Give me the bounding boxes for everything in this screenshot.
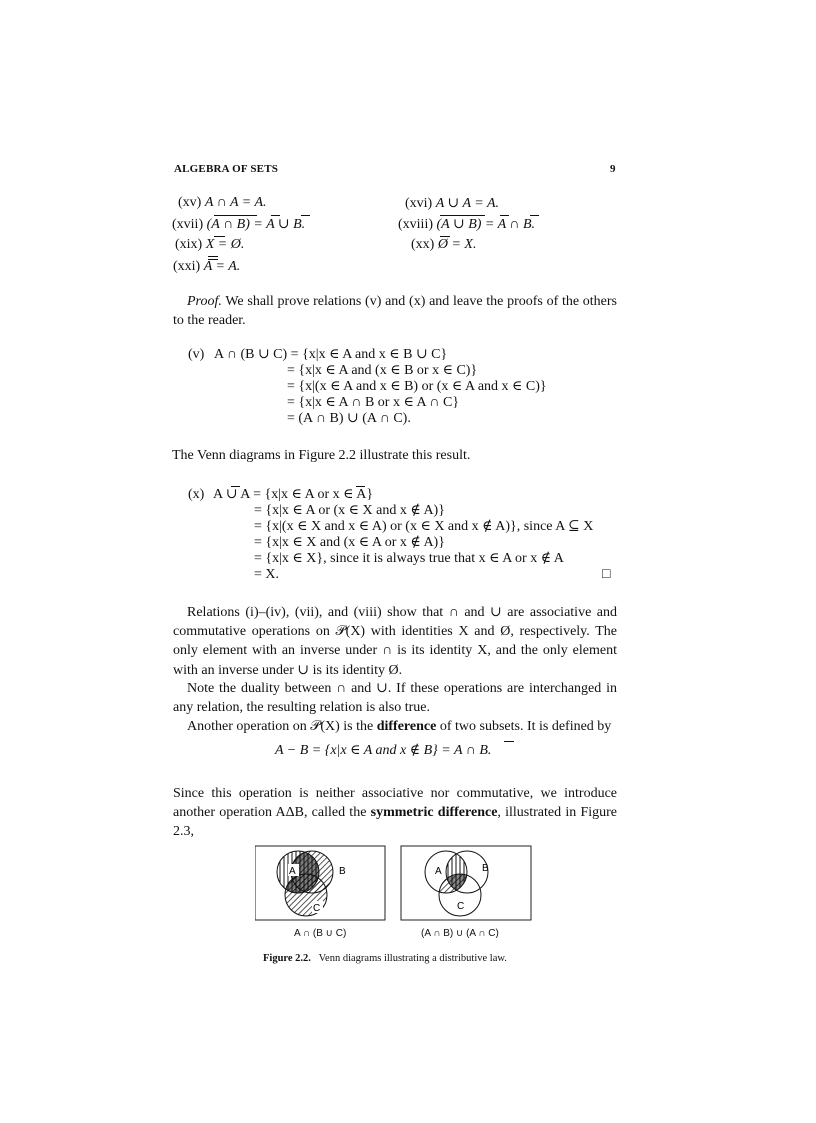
overline [500, 215, 509, 216]
overline [214, 236, 225, 237]
venn-diagram-left [255, 846, 385, 920]
overline [231, 486, 240, 487]
overline [301, 215, 310, 216]
venn-figure [255, 844, 535, 924]
property-formula: (A ∩ B) = A ∪ B. [206, 217, 306, 232]
property-label: (xxi) [173, 259, 201, 274]
page-number: 9 [610, 163, 616, 175]
symmetric-paragraph [173, 784, 617, 842]
property-formula: X = Ø. [205, 237, 245, 252]
overline [504, 741, 514, 742]
figure-caption [263, 953, 507, 964]
set-b-label: B [482, 863, 489, 874]
relations-text: Relations (i)–(iv), (vii), and (viii) show that ∩ and ∪ are associative and commutative operations on 𝒫(X) with identities X and Ø, respectively. The only element with an inverse under ∩ is its identity X, and the only element with an inverse under ∪ is its identity Ø. [173, 605, 617, 678]
derivation-x-line: = {x|x ∈ A or (x ∈ X and x ∉ A)} [254, 503, 445, 518]
overline [440, 215, 485, 216]
set-c-label: C [313, 903, 321, 914]
difference-post: of two subsets. It is defined by [436, 719, 612, 734]
property-xix [175, 237, 244, 253]
property-formula: Ø = X. [437, 237, 477, 252]
property-xx [411, 237, 476, 253]
derivation-x-line: = X. [254, 567, 280, 582]
symmetric-post: , illustrated in Figure 2.3, [173, 805, 617, 840]
derivation-v-line: = {x|(x ∈ A and x ∈ B) or (x ∈ A and x ∈ C)} [287, 379, 547, 394]
derivation-v-line: A ∩ (B ∪ C) = {x|x ∈ A and x ∈ B ∪ C} [214, 347, 448, 362]
difference-paragraph [173, 717, 617, 736]
venn-left-caption: A ∩ (B ∪ C) [294, 928, 347, 939]
set-a-label: A [289, 866, 296, 877]
property-label: (xv) [178, 195, 202, 210]
overline [440, 236, 450, 237]
venn-right-caption: (A ∩ B) ∪ (A ∩ C) [421, 928, 499, 939]
set-b-label: B [339, 866, 346, 877]
qed-symbol: □ [602, 567, 611, 582]
derivation-x-line: = {x|(x ∈ X and x ∈ A) or (x ∈ X and x ∉ A)}, since A ⊆ X [254, 519, 594, 534]
duality-paragraph [173, 679, 617, 717]
derivation-x-line: = {x|x ∈ X}, since it is always true that x ∈ A or x ∉ A [254, 551, 564, 566]
property-label: (xviii) [398, 217, 433, 232]
property-xxi [173, 259, 240, 275]
derivation-v-line: = {x|x ∈ A ∩ B or x ∈ A ∩ C} [287, 395, 460, 410]
overline [356, 486, 365, 487]
property-xvi [405, 195, 499, 212]
symmetric-pre: Since this operation is neither associative nor commutative, we introduce another operation AΔB, called the [173, 786, 617, 821]
proof-lead: Proof. [187, 294, 222, 309]
symmetric-term: symmetric difference [370, 805, 498, 821]
derivation-x-line: A ∪ A = {x|x ∈ A or x ∈ A} [213, 487, 374, 502]
property-formula: A ∩ A = A. [204, 195, 267, 210]
overline [208, 259, 218, 260]
derivation-v-line: = {x|x ∈ A and (x ∈ B or x ∈ C)} [287, 363, 478, 378]
proof-text: We shall prove relations (v) and (x) and leave the proofs of the others to the reader. [173, 294, 617, 329]
derivation-x-label: (x) [188, 487, 205, 502]
figure-caption-text: Venn diagrams illustrating a distributive law. [318, 953, 507, 964]
property-xviii [398, 216, 535, 233]
difference-term: difference [376, 719, 437, 734]
overline [214, 215, 257, 216]
property-label: (xx) [411, 237, 435, 252]
running-header-title: ALGEBRA OF SETS [174, 163, 279, 175]
property-formula: A ∪ A = A. [435, 196, 500, 211]
property-xv [178, 195, 267, 211]
overline [530, 215, 539, 216]
proof-paragraph [173, 292, 617, 330]
difference-pre: Another operation on 𝒫(X) is the [187, 719, 377, 734]
property-xvii [172, 216, 305, 233]
derivation-v-line: = (A ∩ B) ∪ (A ∩ C). [287, 411, 411, 426]
property-formula: (A ∪ B) = A ∩ B. [436, 217, 536, 232]
overline [271, 215, 280, 216]
duality-text: Note the duality between ∩ and ∪. If these operations are interchanged in any relation, the resulting relation is also true. [173, 681, 617, 716]
derivation-x-line: = {x|x ∈ X and (x ∈ A or x ∉ A)} [254, 535, 445, 550]
derivation-v-label: (v) [188, 347, 205, 362]
venn-sentence: The Venn diagrams in Figure 2.2 illustrate this result. [172, 448, 471, 463]
universe-box [401, 846, 531, 920]
set-a-label: A [435, 866, 442, 877]
property-label: (xix) [175, 237, 203, 252]
set-c-label: C [457, 901, 465, 912]
relations-paragraph [173, 603, 617, 680]
difference-formula: A − B = {x|x ∈ A and x ∉ B} = A ∩ B. [275, 743, 492, 758]
property-formula: A = A. [203, 259, 241, 274]
figure-caption-label: Figure 2.2. [263, 953, 311, 964]
venn-diagram-right [401, 846, 531, 920]
property-label: (xvii) [172, 217, 204, 232]
overline [208, 256, 218, 257]
property-label: (xvi) [405, 196, 433, 211]
